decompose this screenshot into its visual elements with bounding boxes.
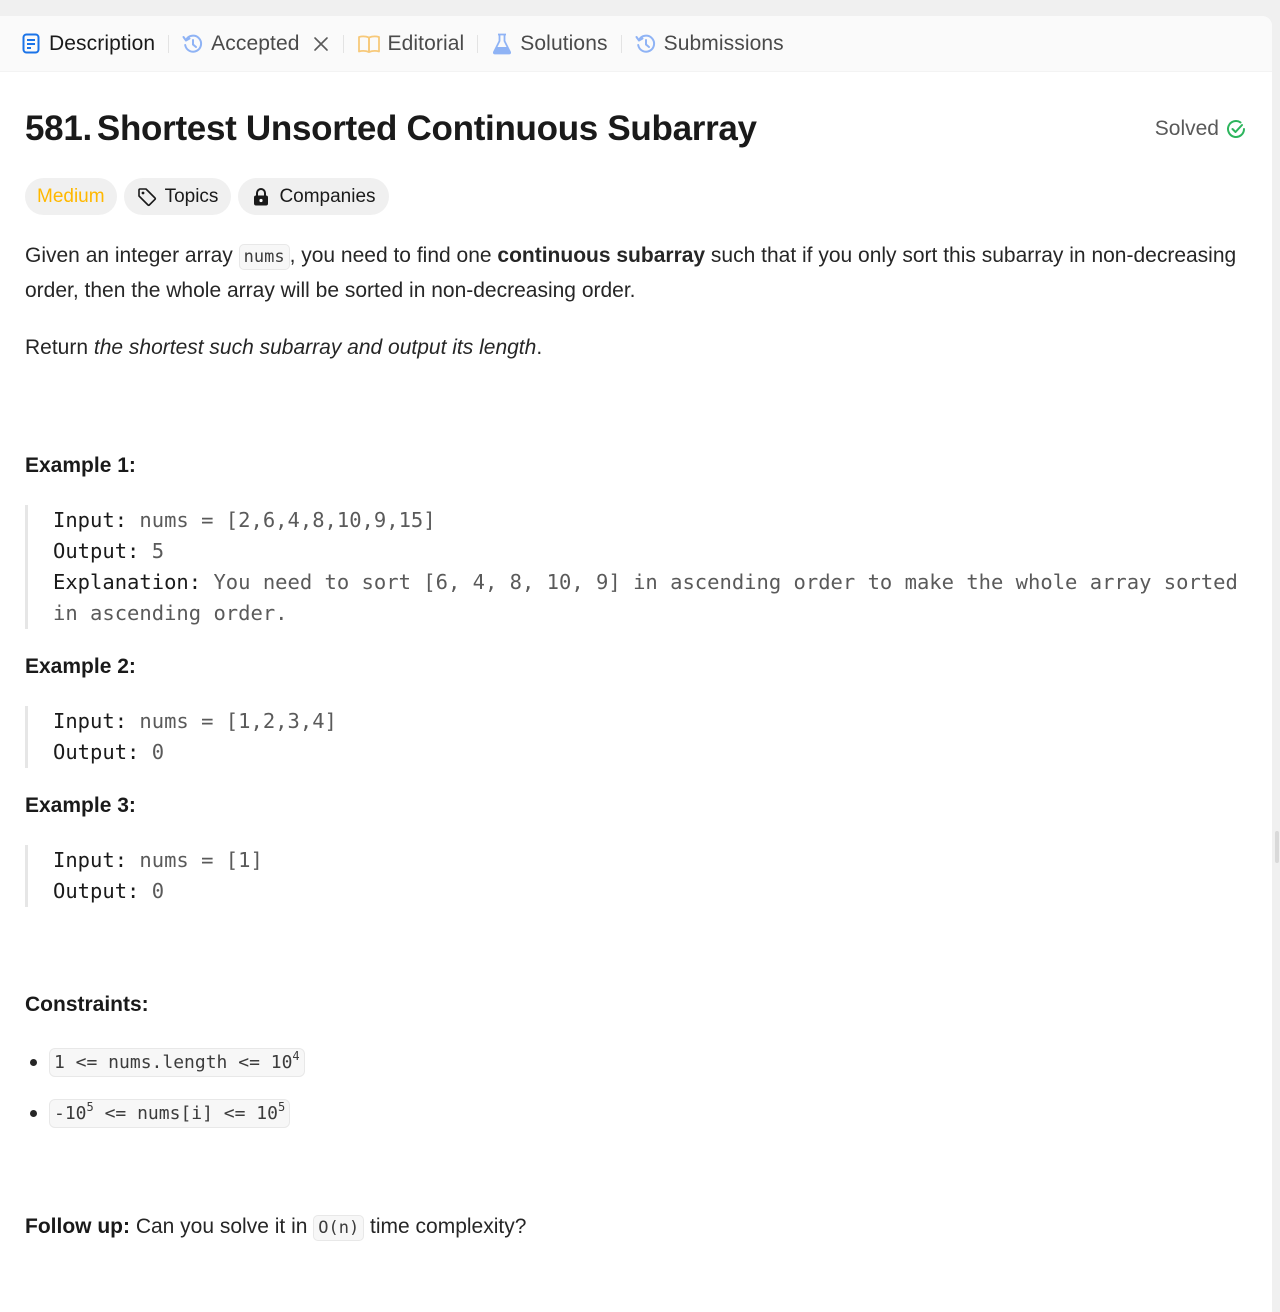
tab-label: Submissions (663, 31, 784, 55)
constraints-section (25, 993, 1247, 1128)
topics-label: Topics (164, 185, 219, 207)
history-icon (635, 33, 657, 55)
tab-solutions[interactable] (491, 16, 607, 72)
tab-divider (477, 35, 478, 53)
text: 1 <= nums.length <= 10 (54, 1051, 293, 1073)
text: , you need to find one (289, 244, 498, 267)
constraint-item (25, 1047, 1247, 1077)
difficulty-badge: Medium (25, 178, 117, 215)
bullet (30, 1110, 37, 1117)
label: Output: (53, 740, 140, 764)
tab-accepted[interactable] (182, 16, 329, 72)
label: Input: (53, 508, 128, 532)
example-block (25, 706, 1247, 768)
tab-label: Description (49, 31, 156, 55)
title-row (25, 108, 1247, 150)
example-1 (25, 454, 1251, 629)
follow-up-label: Follow up: (25, 1215, 130, 1238)
text: Given an integer array (25, 244, 239, 267)
value: 0 (139, 740, 165, 764)
tab-submissions[interactable] (635, 16, 784, 72)
example-output (53, 737, 1247, 768)
example-heading: Example 3: (25, 794, 136, 817)
value: nums = [1,2,3,4] (127, 709, 337, 733)
example-block (25, 505, 1251, 629)
tab-divider (343, 35, 344, 53)
example-output (53, 876, 1247, 907)
example-input (53, 845, 1247, 876)
tab-bar (0, 16, 1272, 72)
bullet (30, 1059, 37, 1066)
tab-label: Solutions (520, 31, 608, 55)
tab-description[interactable] (20, 16, 155, 72)
problem-content (0, 108, 1272, 1239)
book-icon (357, 33, 381, 55)
solved-status (1155, 117, 1246, 141)
problem-name: Shortest Unsorted Continuous Subarray (96, 109, 757, 148)
label: Output: (53, 879, 140, 903)
text: time complexity? (364, 1215, 527, 1238)
problem-chips (25, 178, 1247, 215)
italic-text: the shortest such subarray and output its length (93, 336, 537, 359)
text: Can you solve it in (129, 1215, 314, 1238)
flask-icon (491, 33, 513, 55)
constraints-heading: Constraints: (25, 993, 149, 1016)
value: nums = [2,6,4,8,10,9,15] (127, 508, 436, 532)
text: . (536, 336, 543, 359)
problem-title[interactable] (25, 109, 757, 149)
constraint-code (49, 1048, 305, 1077)
text: <= nums[i] <= 10 (93, 1102, 278, 1124)
companies-label: Companies (279, 185, 376, 207)
check-circle-icon (1226, 119, 1246, 139)
superscript: 4 (292, 1048, 300, 1063)
text: -10 (54, 1102, 87, 1124)
scrollbar-thumb[interactable] (1275, 831, 1279, 863)
example-output (53, 536, 1247, 567)
tab-label: Accepted (211, 31, 300, 55)
bold-text: continuous subarray (497, 244, 706, 267)
example-3 (25, 794, 1247, 907)
description-paragraph (25, 239, 1247, 307)
superscript: 5 (277, 1099, 286, 1114)
document-icon (20, 33, 42, 55)
inline-code: O(n) (313, 1215, 364, 1241)
value: You need to sort [6, 4, 8, 10, 9] in ascending order to make the whole array sorted in ascending order. (53, 570, 1251, 625)
label: Explanation: (53, 570, 202, 594)
description-panel (0, 16, 1272, 1312)
constraints-list (25, 1047, 1247, 1128)
close-icon[interactable] (312, 35, 330, 53)
tab-divider (621, 35, 622, 53)
tab-divider (168, 35, 169, 53)
label: Output: (53, 539, 140, 563)
superscript: 5 (86, 1099, 94, 1114)
value: 0 (139, 879, 165, 903)
example-heading: Example 1: (25, 454, 136, 477)
companies-button[interactable] (238, 178, 388, 215)
problem-description (25, 239, 1247, 364)
problem-number: 581. (25, 109, 92, 148)
label: Input: (53, 848, 128, 872)
history-icon (182, 33, 204, 55)
topics-button[interactable] (124, 178, 232, 215)
follow-up (25, 1215, 1247, 1239)
constraint-item (25, 1098, 1247, 1128)
example-input (53, 505, 1247, 536)
solved-label: Solved (1154, 117, 1219, 140)
tab-label: Editorial (387, 31, 465, 55)
example-block (25, 845, 1247, 907)
example-explanation (53, 567, 1251, 629)
tab-editorial[interactable] (357, 16, 465, 72)
example-input (53, 706, 1247, 737)
label: Input: (53, 709, 128, 733)
return-paragraph (25, 331, 1247, 364)
tag-icon (137, 187, 157, 207)
example-2 (25, 655, 1247, 768)
inline-code: nums (239, 244, 290, 270)
constraint-code (49, 1099, 290, 1128)
lock-icon (251, 187, 271, 207)
value: 5 (139, 539, 165, 563)
text: Return (25, 336, 94, 359)
example-heading: Example 2: (25, 655, 136, 678)
value: nums = [1] (127, 848, 263, 872)
text: such that if you only sort this subarray in non-decreasing order, then the whole array will be sorted in non-decreasing order. (25, 244, 1237, 302)
